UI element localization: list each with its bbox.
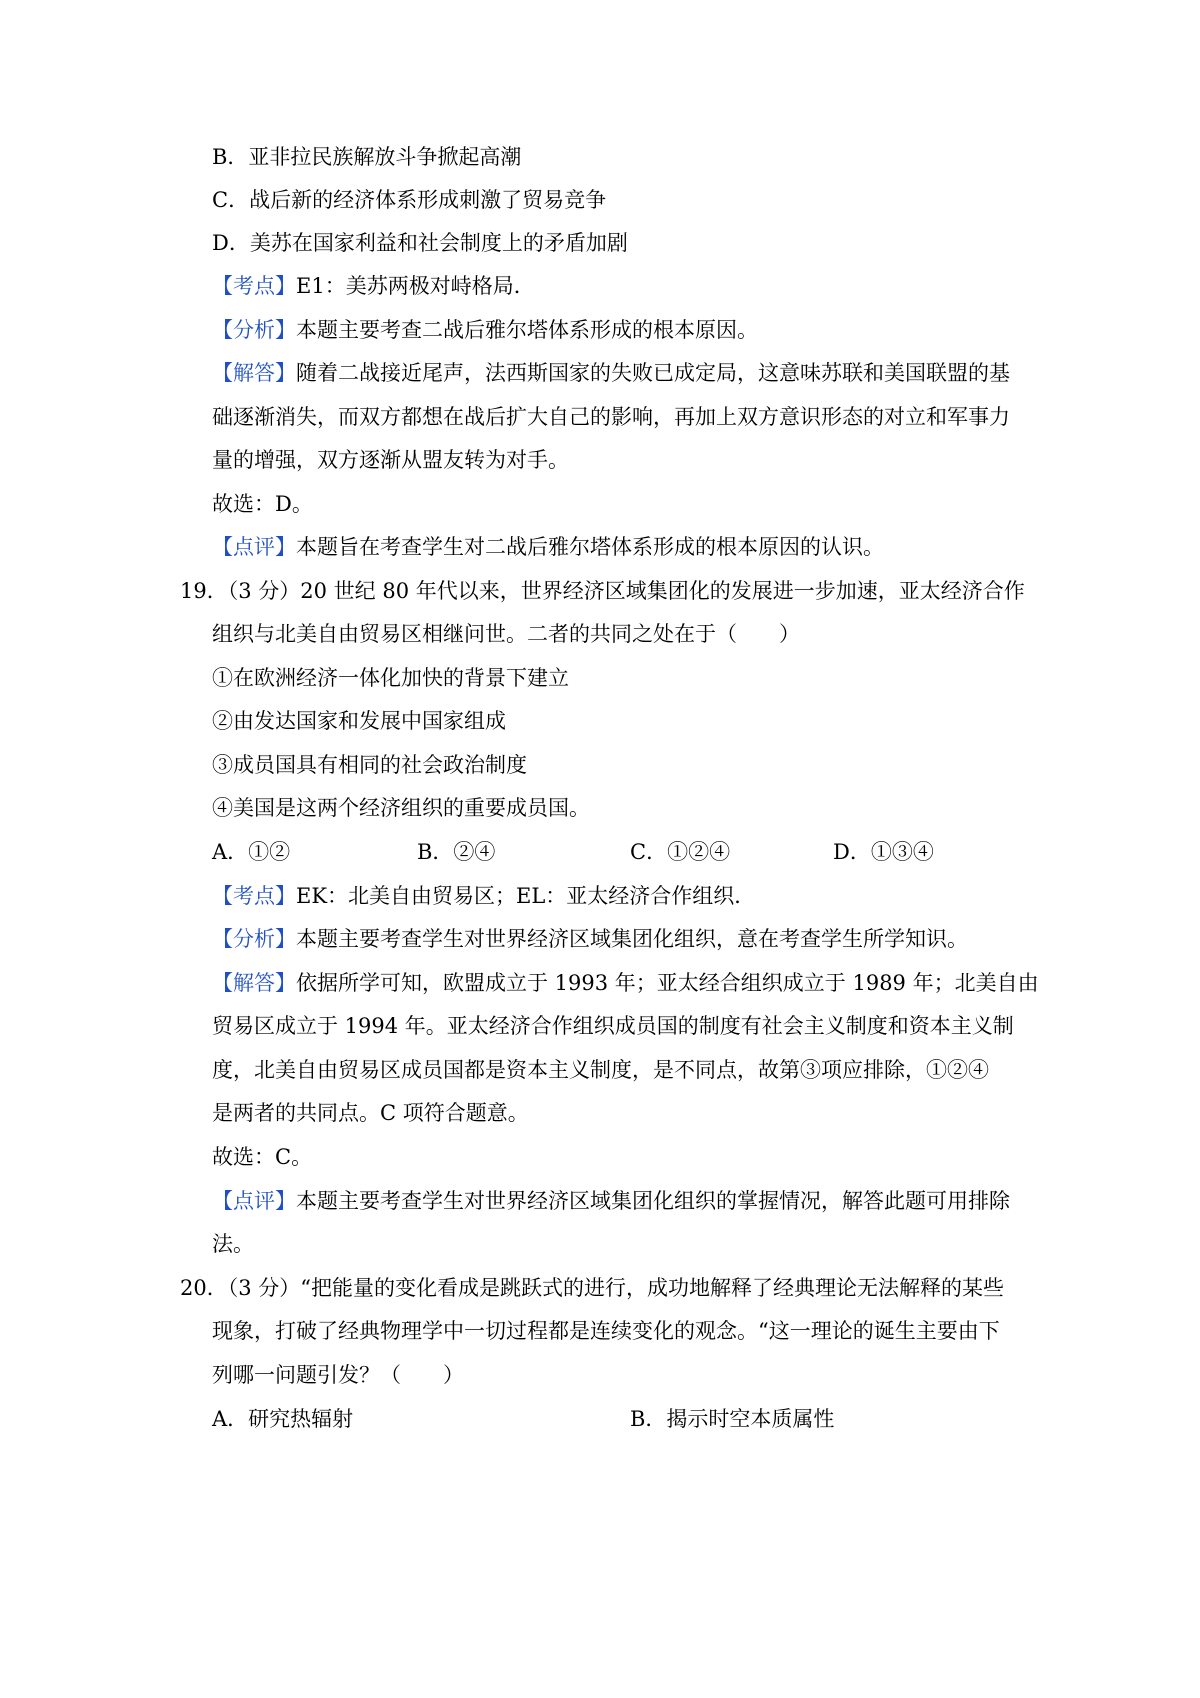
q19-jieda [212, 969, 1039, 997]
q19-item-1: ①在欧洲经济一体化加快的背景下建立 [212, 666, 569, 690]
jieda-tag: 【解答】 [212, 971, 296, 995]
fenxi-tag: 【分析】 [212, 927, 296, 951]
q19-jieda-line-4: 是两者的共同点。C 项符合题意。 [212, 1101, 529, 1125]
q18-kaodian [212, 272, 1032, 300]
q19-choice-c: C．①②④ [630, 840, 731, 864]
q18-jieda [212, 359, 1032, 387]
dianping-tag: 【点评】 [212, 535, 296, 559]
kaodian-text: E1：美苏两极对峙格局． [296, 274, 535, 298]
q20-stem-line-1: 20．（3 分）“把能量的变化看成是跳跃式的进行，成功地解释了经典理论无法解释的某些 [180, 1276, 1004, 1300]
q19-item-3: ③成员国具有相同的社会政治制度 [212, 753, 527, 777]
dianping-text: 本题主要考查学生对世界经济区域集团化组织的掌握情况，解答此题可用排除 [296, 1189, 1010, 1213]
q20-choice-b: B．揭示时空本质属性 [630, 1407, 835, 1431]
q19-stem-line-2: 组织与北美自由贸易区相继问世。二者的共同之处在于（ ） [212, 622, 800, 646]
q18-jieda-line-2: 础逐渐消失，而双方都想在战后扩大自己的影响，再加上双方意识形态的对立和军事力 [212, 405, 1010, 429]
q19-item-2: ②由发达国家和发展中国家组成 [212, 709, 506, 733]
fenxi-text: 本题主要考查二战后雅尔塔体系形成的根本原因。 [296, 318, 758, 342]
jieda-tag: 【解答】 [212, 361, 296, 385]
jieda-line: 依据所学可知，欧盟成立于 1993 年；亚太经合组织成立于 1989 年；北美自由 [296, 971, 1039, 995]
q19-fenxi [212, 925, 1032, 953]
q19-dianping-line-2: 法。 [212, 1232, 254, 1256]
q19-item-4: ④美国是这两个经济组织的重要成员国。 [212, 796, 590, 820]
q19-kaodian [212, 882, 1032, 910]
q19-dianping [212, 1187, 1032, 1215]
kaodian-text: EK：北美自由贸易区；EL：亚太经济合作组织． [296, 884, 756, 908]
q19-stem-line-1: 19．（3 分）20 世纪 80 年代以来，世界经济区域集团化的发展进一步加速，亚太经济合作 [180, 579, 1025, 603]
q18-answer: 故选：D。 [212, 492, 313, 516]
q19-answer: 故选：C。 [212, 1145, 313, 1169]
q18-option-c: C．战后新的经济体系形成刺激了贸易竞争 [212, 188, 607, 212]
kaodian-tag: 【考点】 [212, 884, 296, 908]
jieda-line: 随着二战接近尾声，法西斯国家的失败已成定局，这意味苏联和美国联盟的基 [296, 361, 1010, 385]
q18-option-b: B．亚非拉民族解放斗争掀起高潮 [212, 145, 522, 169]
q19-choice-d: D．①③④ [833, 840, 934, 864]
q18-dianping [212, 533, 1032, 561]
q18-option-d: D．美苏在国家利益和社会制度上的矛盾加剧 [212, 231, 628, 255]
q20-stem-line-2: 现象，打破了经典物理学中一切过程都是连续变化的观念。“这一理论的诞生主要由下 [212, 1319, 1000, 1343]
q18-jieda-line-3: 量的增强，双方逐渐从盟友转为对手。 [212, 448, 569, 472]
q19-jieda-line-3: 度，北美自由贸易区成员国都是资本主义制度，是不同点，故第③项应排除，①②④ [212, 1058, 989, 1082]
q18-fenxi [212, 316, 1032, 344]
q19-choice-b: B．②④ [417, 840, 496, 864]
kaodian-tag: 【考点】 [212, 274, 296, 298]
fenxi-text: 本题主要考查学生对世界经济区域集团化组织，意在考查学生所学知识。 [296, 927, 968, 951]
q20-choice-a: A．研究热辐射 [212, 1407, 354, 1431]
q20-stem-line-3: 列哪一问题引发？（ ） [212, 1363, 464, 1387]
dianping-text: 本题旨在考查学生对二战后雅尔塔体系形成的根本原因的认识。 [296, 535, 884, 559]
fenxi-tag: 【分析】 [212, 318, 296, 342]
q19-choice-a: A．①② [212, 840, 291, 864]
dianping-tag: 【点评】 [212, 1189, 296, 1213]
q19-jieda-line-2: 贸易区成立于 1994 年。亚太经济合作组织成员国的制度有社会主义制度和资本主义制 [212, 1014, 1014, 1038]
